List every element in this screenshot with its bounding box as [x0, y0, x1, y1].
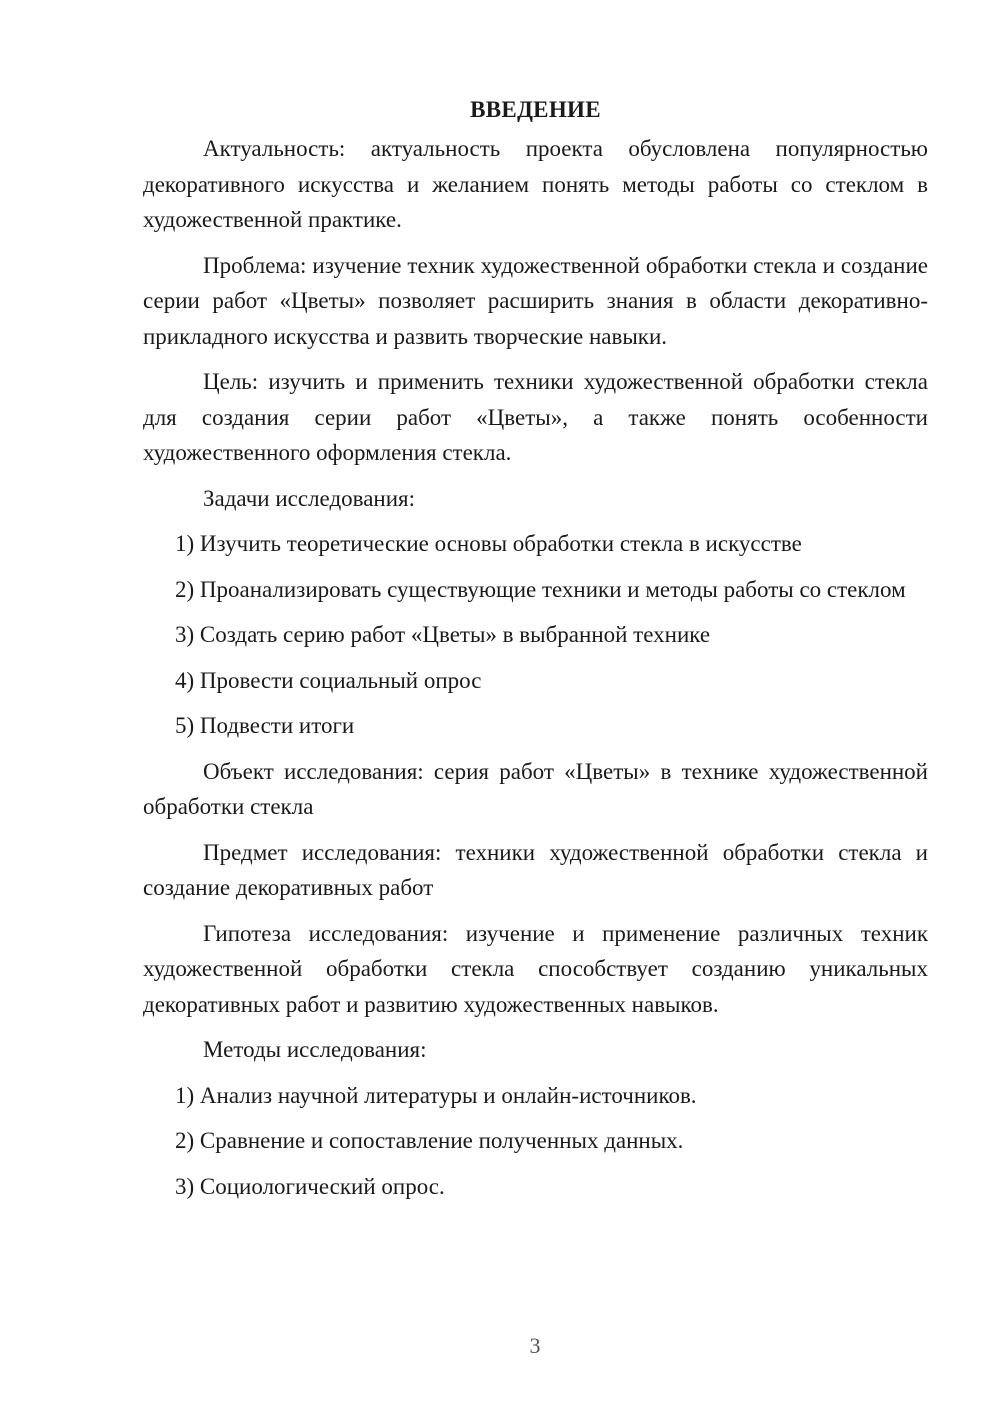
tasks-title: Задачи исследования:: [203, 485, 416, 511]
method-item-2: 2) Сравнение и сопоставление полученных данных.: [175, 1128, 684, 1153]
document-page: [143, 92, 928, 1214]
page-number: 3: [529, 1333, 541, 1358]
task-item-4: 4) Провести социальный опрос: [175, 667, 482, 693]
method-item-3: 3) Социологический опрос.: [175, 1173, 445, 1199]
goal-paragraph: Цель: изучить и применить техники художественной обработки стекла для создания серии работ «Цветы», а также понять особенности художественного оформления стекла.: [143, 369, 928, 465]
task-item-3: 3) Создать серию работ «Цветы» в выбранной технике: [175, 622, 711, 647]
task-item-2: 2) Проанализировать существующие техники и методы работы со стеклом: [175, 576, 906, 602]
hypothesis-paragraph: Гипотеза исследования: изучение и применение различных техник художественной обработки стекла способствует созданию уникальных декоративных работ и развитию художественных навыков.: [143, 920, 928, 1017]
method-item-1: 1) Анализ научной литературы и онлайн-источников.: [175, 1082, 697, 1108]
object-paragraph: Объект исследования: серия работ «Цветы» в технике художественной обработки стекла: [143, 758, 928, 819]
relevance-paragraph: Актуальность: актуальность проекта обусловлена популярностью декоративного искусства и желанием понять методы работы со стеклом в художественной практике.: [143, 136, 928, 232]
section-heading: ВВЕДЕНИЕ: [470, 97, 601, 122]
task-item-1: 1) Изучить теоретические основы обработки стекла в искусстве: [175, 531, 802, 556]
subject-paragraph: Предмет исследования: техники художественной обработки стекла и создание декоративных работ: [143, 839, 928, 900]
methods-title: Методы исследования:: [203, 1037, 427, 1062]
task-item-5: 5) Подвести итоги: [175, 713, 355, 738]
problem-paragraph: Проблема: изучение техник художественной обработки стекла и создание серии работ «Цветы» позволяет расширить знания в области декоративно-прикладного искусства и развить творческие навыки.: [143, 252, 928, 349]
